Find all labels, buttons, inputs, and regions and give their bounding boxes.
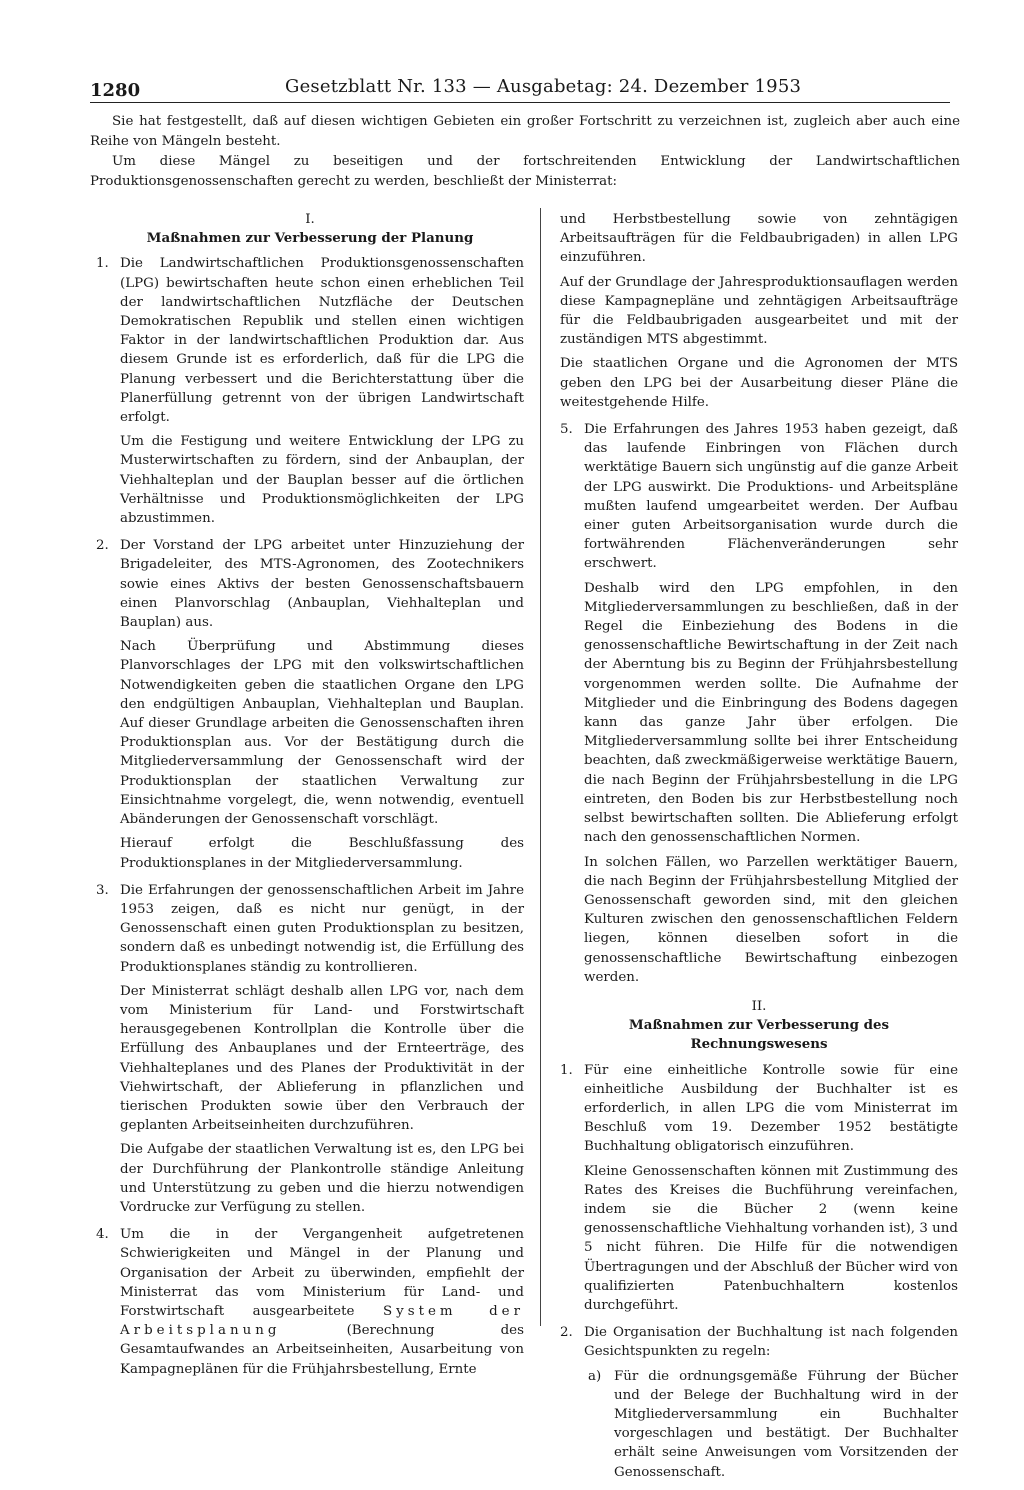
sub-item-letter: a) — [588, 1368, 602, 1384]
item-paragraph: Für eine einheitliche Kontrolle sowie für eine einheitliche Ausbildung der Buchhalter ist es erforderlich, in allen LPG die vom Ministerrat im Beschluß vom 19. Dezember 1952 bestätigte Buchhaltung obligatorisch einzuführen. — [584, 1062, 958, 1155]
sub-item — [588, 1367, 958, 1482]
item-number: 2. — [96, 538, 109, 554]
item-number: 4. — [96, 1227, 109, 1243]
item-paragraph: Der Ministerrat schlägt deshalb allen LPG vor, nach dem vom Ministerium für Land- und Forstwirtschaft herausgegebenen Kontrollplan die Kontrolle über die Erfüllung des Anbauplanes und der Ernteerträge, des Viehhalteplanes und des Planes der Produktivität in der Viehwirtschaft, der Ablieferung in pflanzlichen und tierischen Produkten sowie über den Verbrauch der geplanten Arbeitseinheiten durchzuführen. — [120, 983, 524, 1134]
item-number: 1. — [560, 1062, 573, 1078]
list-item — [560, 1323, 958, 1482]
item-paragraph: Deshalb wird den LPG empfohlen, in den Mitgliederversammlungen zu beschließen, daß in der Regel die Einbeziehung des Bodens in die genossenschaftliche Bewirtschaftung in der Zeit nach der Aberntung bis zu Beginn der Frühjahrsbestellung vorgenommen werden sollte. Die Aufnahme der Mitglieder und die Einbringung des Bodens dagegen kann das ganze Jahr über erfolgen. Die Mitgliederversammlung sollte bei ihrer Entscheidung beachten, daß zweckmäßigerweise werktätige Bauern, die nach Beginn der Frühjahrsbestellung in die LPG eintreten, den Boden bis zur Herbstbestellung noch selbst bewirtschaften sollten. Die Ablieferung erfolgt nach den genossenschaftlichen Normen. — [584, 580, 958, 846]
intro-paragraph: Um diese Mängel zu beseitigen und der fortschreitenden Entwicklung der Landwirtschaftlichen Produktionsgenossenschaften gerecht zu werden, beschließt der Ministerrat: — [90, 154, 960, 189]
item-paragraph: Auf der Grundlage der Jahresproduktionsauflagen werden diese Kampagnepläne und zehntägigen Arbeitsaufträge für die Feldbaubrigaden ausgearbeitet und mit der zuständigen MTS abgestimmt. — [560, 274, 958, 348]
header-title: Gesetzblatt Nr. 133 — Ausgabetag: 24. Dezember 1953 — [285, 76, 802, 97]
intro-paragraph: Sie hat festgestellt, daß auf diesen wichtigen Gebieten ein großer Fortschritt zu verzeichnen ist, zugleich aber auch eine Reihe von Mängeln besteht. — [90, 114, 960, 149]
column-divider — [540, 208, 541, 1326]
section-title: Maßnahmen zur Verbesserung des Rechnungswesens — [628, 1017, 890, 1053]
item-number: 1. — [96, 256, 109, 272]
spaced-term: System der Arbeitsplanung — [120, 1303, 524, 1339]
item-number: 5. — [560, 422, 573, 438]
page-header — [90, 72, 950, 106]
section-number: II. — [751, 998, 767, 1014]
list-item — [560, 1061, 958, 1316]
item-paragraph: Um die Festigung und weitere Entwicklung der LPG zu Musterwirtschaften zu fördern, sind der Anbauplan, der Viehhalteplan und der Bauplan besser auf die örtlichen Verhältnisse und Produktionsmöglichkeiten der LPG abzustimmen. — [120, 434, 524, 527]
section-title: Maßnahmen zur Verbesserung der Planung — [146, 230, 474, 247]
list-item — [96, 881, 524, 1217]
list-item — [560, 420, 958, 987]
item-continuation — [560, 210, 958, 412]
item-paragraph: Hierauf erfolgt die Beschlußfassung des Produktionsplanes in der Mitgliederversammlung. — [120, 836, 524, 871]
item-paragraph: und Herbstbestellung sowie von zehntägigen Arbeitsaufträgen für die Feldbaubrigaden) in allen LPG einzuführen. — [560, 212, 958, 266]
item-paragraph: Die staatlichen Organe und die Agronomen der MTS geben den LPG bei der Ausarbeitung dieser Pläne die weitestgehende Hilfe. — [560, 356, 958, 410]
item-number: 3. — [96, 882, 109, 898]
list-item — [96, 1225, 524, 1379]
item-paragraph: Kleine Genossenschaften können mit Zustimmung des Rates des Kreises die Buchführung vereinfachen, indem sie die Bücher 2 (wenn keine genossenschaftliche Viehhaltung vorhanden ist), 3 und 5 nicht führen. Die Hilfe für die notwendigen Übertragungen und der Abschluß der Bücher wird von qualifizierten Patenbuchhaltern kostenlos durchgeführt. — [584, 1163, 958, 1313]
header-rule — [90, 102, 950, 103]
sub-item-paragraph: Für die ordnungsgemäße Führung der Bücher und der Belege der Buchhaltung wird in der Mitgliederversammlung ein Buchhalter vorgeschlagen und bestätigt. Der Buchhalter erhält seine Anweisungen vom Vorsitzenden der Genossenschaft. — [614, 1368, 958, 1480]
right-column — [560, 210, 958, 1490]
item-paragraph — [120, 1225, 524, 1379]
page-number: 1280 — [90, 80, 141, 101]
item-paragraph: Die Organisation der Buchhaltung ist nach folgenden Gesichtspunkten zu regeln: — [584, 1325, 958, 1360]
item-paragraph: Die Aufgabe der staatlichen Verwaltung ist es, den LPG bei der Durchführung der Plankontrolle ständige Anleitung und Unterstützung zu geben und die hierzu notwendigen Vordrucke zur Verfügung zu stellen. — [120, 1142, 524, 1215]
item-paragraph: In solchen Fällen, wo Parzellen werktätiger Bauern, die nach Beginn der Frühjahrsbestellung Mitglied der Genossenschaft geworden sind, mit den gleichen Kulturen zwischen den genossenschaftlichen Feldern liegen, können dieselben sofort in die genossenschaftliche Bewirtschaftung einbezogen werden. — [584, 854, 958, 985]
list-item — [96, 536, 524, 872]
item-text: (Berechnung des Gesamtaufwandes an Arbeitseinheiten, Ausarbeitung von Kampagneplänen für die Frühjahrsbestellung, Ernte — [120, 1323, 524, 1377]
item-paragraph: Der Vorstand der LPG arbeitet unter Hinzuziehung der Brigadeleiter, des MTS-Agronomen, des Zootechnikers sowie eines Aktivs der besten Genossenschaftsbauern einen Planvorschlag (Anbauplan, Viehhalteplan und Bauplan) aus. — [120, 538, 524, 631]
item-paragraph: Nach Überprüfung und Abstimmung dieses Planvorschlages der LPG mit den volkswirtschaftlichen Notwendigkeiten geben die staatlichen Organe den LPG den endgültigen Anbauplan, Viehhalteplan und Bauplan. Auf dieser Grundlage arbeiten die Genossenschaften ihren Produktionsplan aus. Vor der Bestätigung durch die Mitgliederversammlung der Genossenschaft wird der Produktionsplan der staatlichen Verwaltung zur Einsichtnahme vorgelegt, die, wenn notwendig, eventuell Abänderungen der Genossenschaft vorschlägt. — [120, 639, 524, 828]
item-paragraph: Die Erfahrungen des Jahres 1953 haben gezeigt, daß das laufende Einbringen von Flächen durch werktätige Bauern sich ungünstig auf die ganze Arbeit der LPG auswirkt. Die Produktions- und Arbeitspläne mußten laufend umgearbeitet werden. Der Aufbau einer guten Arbeitsorganisation wurde durch die fortwährenden Flächenveränderungen sehr erschwert. — [584, 422, 958, 572]
intro-text — [90, 112, 960, 192]
item-text: Um die in der Vergangenheit aufgetretenen Schwierigkeiten und Mängel in der Planung und Organisation der Arbeit zu überwinden, empfiehlt der Ministerrat das vom Ministerium für Land- und Forstwirtschaft ausgearbeitete — [120, 1227, 524, 1319]
section-number: I. — [305, 212, 315, 227]
item-paragraph: Die Erfahrungen der genossenschaftlichen Arbeit im Jahre 1953 zeigen, daß es nicht nur genügt, in der Genossenschaft einen guten Produktionsplan zu besitzen, sondern daß es unbedingt notwendig ist, die Erfüllung des Produktionsplanes ständig zu kontrollieren. — [120, 882, 524, 975]
item-paragraph: Die Landwirtschaftlichen Produktionsgenossenschaften (LPG) bewirtschaften heute schon einen erheblichen Teil der landwirtschaftlichen Nutzfläche der Deutschen Demokratischen Republik und stellen einen wichtigen Faktor in der landwirtschaftlichen Produktion dar. Aus diesem Grunde ist es erforderlich, daß für die LPG die Planung verbessert und die Berichterstattung über die Planerfüllung getrennt von der übrigen Landwirtschaft erfolgt. — [120, 256, 524, 426]
left-column — [96, 210, 524, 1387]
list-item — [96, 254, 524, 528]
item-number: 2. — [560, 1325, 573, 1341]
